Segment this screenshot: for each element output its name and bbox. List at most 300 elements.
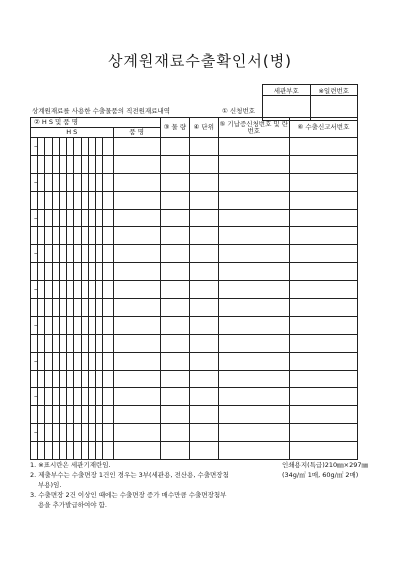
hs-digit-cell[interactable] — [74, 138, 81, 156]
hs-digit-cell[interactable] — [103, 191, 113, 209]
hs-digit-cell[interactable] — [45, 442, 52, 460]
hs-digit-cell[interactable] — [88, 442, 95, 460]
note-3: 3. 수출면장 2건 이상인 때에는 수출면장 증가 매수만큼 수출면장첨부 — [30, 491, 227, 499]
hs-digit-cell[interactable] — [45, 209, 52, 227]
hs-digit-cell[interactable] — [81, 316, 88, 334]
hs-digit-cell[interactable] — [38, 299, 45, 317]
product-name-cell[interactable] — [113, 245, 160, 263]
hs-digit-cell[interactable] — [45, 155, 52, 173]
export-declaration-cell[interactable] — [289, 334, 357, 352]
hs-digit-cell[interactable] — [67, 388, 74, 406]
hs-digit-cell[interactable] — [88, 334, 95, 352]
hs-digit-cell[interactable] — [95, 227, 102, 245]
export-declaration-cell[interactable] — [289, 155, 357, 173]
product-name-cell[interactable] — [113, 424, 160, 442]
refund-application-cell[interactable] — [218, 209, 289, 227]
hs-digit-cell[interactable] — [59, 424, 66, 442]
hs-digit-cell[interactable] — [67, 263, 74, 281]
refund-application-cell[interactable] — [218, 173, 289, 191]
hs-digit-cell[interactable] — [74, 299, 81, 317]
quantity-cell[interactable] — [160, 299, 189, 317]
table-row — [31, 352, 358, 370]
hs-digit-cell[interactable] — [45, 352, 52, 370]
quantity-cell[interactable] — [160, 442, 189, 460]
unit-cell[interactable] — [189, 245, 218, 263]
row-marker — [31, 334, 38, 352]
hs-digit-cell[interactable] — [59, 316, 66, 334]
hs-digit-cell[interactable] — [103, 424, 113, 442]
hs-digit-cell[interactable] — [38, 263, 45, 281]
hs-digit-cell[interactable] — [52, 442, 59, 460]
export-declaration-cell[interactable] — [289, 245, 357, 263]
refund-application-cell[interactable] — [218, 155, 289, 173]
hs-digit-cell[interactable] — [81, 245, 88, 263]
hs-digit-cell[interactable] — [88, 263, 95, 281]
hs-digit-cell[interactable] — [81, 388, 88, 406]
hs-digit-cell[interactable] — [103, 209, 113, 227]
hs-digit-cell[interactable] — [38, 406, 45, 424]
quantity-cell[interactable] — [160, 316, 189, 334]
refund-application-cell[interactable] — [218, 299, 289, 317]
hs-digit-cell[interactable] — [52, 173, 59, 191]
refund-application-cell[interactable] — [218, 424, 289, 442]
hs-digit-cell[interactable] — [52, 424, 59, 442]
hs-digit-cell[interactable] — [95, 334, 102, 352]
hs-digit-cell[interactable] — [59, 352, 66, 370]
hs-digit-cell[interactable] — [88, 281, 95, 299]
hs-digit-cell[interactable] — [59, 406, 66, 424]
refund-application-cell[interactable] — [218, 442, 289, 460]
hs-digit-cell[interactable] — [59, 191, 66, 209]
hs-digit-cell[interactable] — [95, 173, 102, 191]
hs-digit-cell[interactable] — [67, 316, 74, 334]
table-row — [31, 209, 358, 227]
hs-digit-cell[interactable] — [52, 281, 59, 299]
unit-cell[interactable] — [189, 281, 218, 299]
product-name-cell[interactable] — [113, 370, 160, 388]
row-marker — [31, 191, 38, 209]
hs-and-name-header: ② H S 및 품 명 — [31, 118, 161, 128]
hs-digit-cell[interactable] — [59, 263, 66, 281]
hs-digit-cell[interactable] — [59, 209, 66, 227]
product-name-cell[interactable] — [113, 191, 160, 209]
hs-digit-cell[interactable] — [103, 263, 113, 281]
product-name-cell[interactable] — [113, 316, 160, 334]
refund-application-cell[interactable] — [218, 191, 289, 209]
hs-digit-cell[interactable] — [67, 138, 74, 156]
hs-digit-cell[interactable] — [59, 155, 66, 173]
refund-application-cell[interactable] — [218, 406, 289, 424]
hs-digit-cell[interactable] — [67, 227, 74, 245]
hs-digit-cell[interactable] — [45, 263, 52, 281]
export-declaration-cell[interactable] — [289, 191, 357, 209]
unit-header: ④ 단위 — [189, 118, 218, 138]
hs-digit-cell[interactable] — [88, 299, 95, 317]
hs-digit-cell[interactable] — [67, 299, 74, 317]
unit-cell[interactable] — [189, 173, 218, 191]
hs-digit-cell[interactable] — [81, 191, 88, 209]
hs-digit-cell[interactable] — [38, 245, 45, 263]
row-marker: – — [31, 352, 38, 370]
hs-digit-cell[interactable] — [103, 442, 113, 460]
hs-digit-cell[interactable] — [103, 281, 113, 299]
hs-digit-cell[interactable] — [52, 245, 59, 263]
hs-digit-cell[interactable] — [45, 316, 52, 334]
table-row — [31, 281, 358, 299]
refund-application-cell[interactable] — [218, 334, 289, 352]
refund-application-cell[interactable] — [218, 245, 289, 263]
hs-digit-cell[interactable] — [74, 227, 81, 245]
hs-digit-cell[interactable] — [67, 424, 74, 442]
hs-digit-cell[interactable] — [52, 263, 59, 281]
hs-digit-cell[interactable] — [74, 281, 81, 299]
hs-digit-cell[interactable] — [81, 442, 88, 460]
hs-digit-cell[interactable] — [67, 155, 74, 173]
product-name-cell[interactable] — [113, 299, 160, 317]
product-name-cell[interactable] — [113, 173, 160, 191]
hs-digit-cell[interactable] — [103, 299, 113, 317]
quantity-cell[interactable] — [160, 263, 189, 281]
hs-digit-cell[interactable] — [103, 370, 113, 388]
hs-digit-cell[interactable] — [52, 138, 59, 156]
hs-digit-cell[interactable] — [103, 245, 113, 263]
hs-digit-cell[interactable] — [52, 191, 59, 209]
hs-digit-cell[interactable] — [52, 388, 59, 406]
row-marker — [31, 442, 38, 460]
export-declaration-cell[interactable] — [289, 424, 357, 442]
hs-digit-cell[interactable] — [81, 370, 88, 388]
hs-digit-cell[interactable] — [52, 352, 59, 370]
hs-digit-cell[interactable] — [88, 388, 95, 406]
product-name-cell[interactable] — [113, 442, 160, 460]
hs-digit-cell[interactable] — [74, 173, 81, 191]
hs-digit-cell[interactable] — [74, 191, 81, 209]
hs-digit-cell[interactable] — [81, 155, 88, 173]
row-marker: – — [31, 245, 38, 263]
hs-digit-cell[interactable] — [95, 388, 102, 406]
quantity-cell[interactable] — [160, 352, 189, 370]
hs-digit-cell[interactable] — [59, 299, 66, 317]
table-row — [31, 173, 358, 191]
hs-digit-cell[interactable] — [38, 316, 45, 334]
hs-digit-cell[interactable] — [88, 406, 95, 424]
hs-digit-cell[interactable] — [45, 424, 52, 442]
refund-application-cell[interactable] — [218, 263, 289, 281]
hs-digit-cell[interactable] — [59, 388, 66, 406]
row-marker: – — [31, 209, 38, 227]
product-name-cell[interactable] — [113, 138, 160, 156]
hs-digit-cell[interactable] — [95, 263, 102, 281]
note-2: 2. 제출부수는 수출면장 1건인 경우는 3부(세관용, 전산용, 수출면장첨 — [30, 471, 229, 479]
hs-digit-cell[interactable] — [81, 334, 88, 352]
table-row — [31, 388, 358, 406]
unit-cell[interactable] — [189, 334, 218, 352]
refund-application-cell[interactable] — [218, 138, 289, 156]
quantity-cell[interactable] — [160, 424, 189, 442]
hs-digit-cell[interactable] — [74, 424, 81, 442]
hs-digit-cell[interactable] — [67, 442, 74, 460]
hs-digit-cell[interactable] — [74, 263, 81, 281]
unit-cell[interactable] — [189, 370, 218, 388]
export-declaration-cell[interactable] — [289, 227, 357, 245]
hs-digit-cell[interactable] — [81, 263, 88, 281]
hs-digit-cell[interactable] — [45, 191, 52, 209]
hs-digit-cell[interactable] — [38, 442, 45, 460]
hs-digit-cell[interactable] — [38, 227, 45, 245]
hs-digit-cell[interactable] — [88, 155, 95, 173]
product-name-cell[interactable] — [113, 209, 160, 227]
hs-digit-cell[interactable] — [59, 138, 66, 156]
row-marker: – — [31, 138, 38, 156]
quantity-cell[interactable] — [160, 227, 189, 245]
hs-digit-cell[interactable] — [95, 299, 102, 317]
hs-digit-cell[interactable] — [88, 209, 95, 227]
hs-digit-cell[interactable] — [52, 227, 59, 245]
hs-digit-cell[interactable] — [52, 209, 59, 227]
table-row — [31, 334, 358, 352]
export-declaration-cell[interactable] — [289, 281, 357, 299]
unit-cell[interactable] — [189, 352, 218, 370]
hs-digit-cell[interactable] — [95, 191, 102, 209]
hs-digit-cell[interactable] — [38, 388, 45, 406]
unit-cell[interactable] — [189, 406, 218, 424]
hs-digit-cell[interactable] — [95, 316, 102, 334]
refund-application-cell[interactable] — [218, 352, 289, 370]
hs-digit-cell[interactable] — [45, 334, 52, 352]
quantity-cell[interactable] — [160, 245, 189, 263]
quantity-cell[interactable] — [160, 138, 189, 156]
hs-digit-cell[interactable] — [81, 352, 88, 370]
product-name-cell[interactable] — [113, 227, 160, 245]
hs-digit-cell[interactable] — [52, 299, 59, 317]
hs-digit-cell[interactable] — [67, 334, 74, 352]
hs-digit-cell[interactable] — [52, 370, 59, 388]
quantity-cell[interactable] — [160, 334, 189, 352]
unit-cell[interactable] — [189, 155, 218, 173]
refund-application-cell[interactable] — [218, 388, 289, 406]
export-declaration-cell[interactable] — [289, 138, 357, 156]
table-row — [31, 263, 358, 281]
hs-digit-cell[interactable] — [88, 138, 95, 156]
hs-digit-cell[interactable] — [38, 352, 45, 370]
hs-digit-cell[interactable] — [95, 281, 102, 299]
table-row — [31, 299, 358, 317]
hs-digit-cell[interactable] — [59, 281, 66, 299]
hs-digit-cell[interactable] — [67, 173, 74, 191]
unit-cell[interactable] — [189, 442, 218, 460]
hs-digit-cell[interactable] — [74, 406, 81, 424]
hs-digit-cell[interactable] — [88, 191, 95, 209]
hs-digit-cell[interactable] — [45, 245, 52, 263]
hs-digit-cell[interactable] — [38, 209, 45, 227]
row-marker — [31, 263, 38, 281]
unit-cell[interactable] — [189, 263, 218, 281]
hs-digit-cell[interactable] — [59, 173, 66, 191]
hs-digit-cell[interactable] — [81, 299, 88, 317]
hs-digit-cell[interactable] — [103, 334, 113, 352]
export-declaration-cell[interactable] — [289, 388, 357, 406]
hs-digit-cell[interactable] — [52, 316, 59, 334]
hs-digit-cell[interactable] — [95, 352, 102, 370]
hs-digit-cell[interactable] — [38, 370, 45, 388]
unit-cell[interactable] — [189, 227, 218, 245]
hs-digit-cell[interactable] — [38, 191, 45, 209]
hs-digit-cell[interactable] — [81, 173, 88, 191]
quantity-cell[interactable] — [160, 155, 189, 173]
hs-digit-cell[interactable] — [45, 388, 52, 406]
hs-digit-cell[interactable] — [59, 334, 66, 352]
hs-digit-cell[interactable] — [67, 406, 74, 424]
hs-digit-cell[interactable] — [59, 227, 66, 245]
quantity-cell[interactable] — [160, 209, 189, 227]
hs-digit-cell[interactable] — [45, 299, 52, 317]
hs-digit-cell[interactable] — [103, 173, 113, 191]
hs-digit-cell[interactable] — [74, 370, 81, 388]
hs-digit-cell[interactable] — [103, 388, 113, 406]
table-row — [31, 138, 358, 156]
unit-cell[interactable] — [189, 316, 218, 334]
office-use-box — [262, 84, 358, 121]
hs-digit-cell[interactable] — [74, 209, 81, 227]
hs-digit-cell[interactable] — [95, 370, 102, 388]
hs-digit-cell[interactable] — [45, 406, 52, 424]
hs-digit-cell[interactable] — [59, 370, 66, 388]
hs-digit-cell[interactable] — [95, 245, 102, 263]
hs-digit-cell[interactable] — [103, 406, 113, 424]
export-declaration-cell[interactable] — [289, 173, 357, 191]
hs-digit-cell[interactable] — [59, 442, 66, 460]
hs-digit-cell[interactable] — [38, 138, 45, 156]
unit-cell[interactable] — [189, 299, 218, 317]
hs-digit-cell[interactable] — [103, 352, 113, 370]
hs-digit-cell[interactable] — [45, 227, 52, 245]
hs-digit-cell[interactable] — [81, 209, 88, 227]
hs-digit-cell[interactable] — [103, 316, 113, 334]
unit-cell[interactable] — [189, 424, 218, 442]
hs-digit-cell[interactable] — [88, 227, 95, 245]
hs-code-header: H S — [31, 128, 114, 138]
table-row — [31, 155, 358, 173]
quantity-cell[interactable] — [160, 281, 189, 299]
quantity-cell[interactable] — [160, 173, 189, 191]
hs-digit-cell[interactable] — [74, 442, 81, 460]
hs-digit-cell[interactable] — [52, 155, 59, 173]
hs-digit-cell[interactable] — [38, 173, 45, 191]
hs-digit-cell[interactable] — [52, 334, 59, 352]
hs-digit-cell[interactable] — [81, 138, 88, 156]
hs-digit-cell[interactable] — [45, 370, 52, 388]
hs-digit-cell[interactable] — [45, 281, 52, 299]
hs-digit-cell[interactable] — [67, 245, 74, 263]
hs-digit-cell[interactable] — [103, 138, 113, 156]
export-declaration-cell[interactable] — [289, 299, 357, 317]
product-name-cell[interactable] — [113, 406, 160, 424]
export-declaration-cell[interactable] — [289, 406, 357, 424]
export-declaration-cell[interactable] — [289, 442, 357, 460]
hs-digit-cell[interactable] — [67, 370, 74, 388]
hs-digit-cell[interactable] — [95, 138, 102, 156]
hs-digit-cell[interactable] — [74, 388, 81, 406]
unit-cell[interactable] — [189, 388, 218, 406]
row-marker — [31, 227, 38, 245]
hs-digit-cell[interactable] — [81, 281, 88, 299]
quantity-cell[interactable] — [160, 388, 189, 406]
hs-digit-cell[interactable] — [67, 209, 74, 227]
export-declaration-cell[interactable] — [289, 316, 357, 334]
hs-digit-cell[interactable] — [38, 281, 45, 299]
hs-digit-cell[interactable] — [45, 173, 52, 191]
hs-digit-cell[interactable] — [81, 424, 88, 442]
hs-digit-cell[interactable] — [74, 316, 81, 334]
hs-digit-cell[interactable] — [67, 281, 74, 299]
hs-digit-cell[interactable] — [95, 155, 102, 173]
hs-digit-cell[interactable] — [59, 245, 66, 263]
hs-digit-cell[interactable] — [74, 352, 81, 370]
hs-digit-cell[interactable] — [81, 406, 88, 424]
hs-digit-cell[interactable] — [67, 191, 74, 209]
row-marker: – — [31, 388, 38, 406]
hs-digit-cell[interactable] — [103, 227, 113, 245]
hs-digit-cell[interactable] — [52, 406, 59, 424]
hs-digit-cell[interactable] — [95, 209, 102, 227]
hs-digit-cell[interactable] — [95, 424, 102, 442]
table-row — [31, 406, 358, 424]
unit-cell[interactable] — [189, 209, 218, 227]
hs-digit-cell[interactable] — [88, 316, 95, 334]
hs-digit-cell[interactable] — [103, 155, 113, 173]
hs-digit-cell[interactable] — [38, 155, 45, 173]
hs-digit-cell[interactable] — [74, 245, 81, 263]
hs-digit-cell[interactable] — [95, 442, 102, 460]
hs-digit-cell[interactable] — [45, 138, 52, 156]
quantity-cell[interactable] — [160, 406, 189, 424]
hs-digit-cell[interactable] — [88, 173, 95, 191]
product-name-cell[interactable] — [113, 388, 160, 406]
unit-cell[interactable] — [189, 138, 218, 156]
hs-digit-cell[interactable] — [88, 245, 95, 263]
refund-application-cell[interactable] — [218, 281, 289, 299]
refund-application-cell[interactable] — [218, 370, 289, 388]
product-name-cell[interactable] — [113, 334, 160, 352]
refund-application-cell[interactable] — [218, 316, 289, 334]
hs-digit-cell[interactable] — [88, 370, 95, 388]
product-name-cell[interactable] — [113, 263, 160, 281]
hs-digit-cell[interactable] — [67, 352, 74, 370]
hs-digit-cell[interactable] — [81, 227, 88, 245]
quantity-cell[interactable] — [160, 370, 189, 388]
product-name-cell[interactable] — [113, 352, 160, 370]
product-name-cell[interactable] — [113, 155, 160, 173]
hs-digit-cell[interactable] — [74, 334, 81, 352]
hs-digit-cell[interactable] — [88, 352, 95, 370]
hs-digit-cell[interactable] — [74, 155, 81, 173]
hs-digit-cell[interactable] — [95, 406, 102, 424]
hs-digit-cell[interactable] — [88, 424, 95, 442]
export-declaration-cell[interactable] — [289, 209, 357, 227]
table-row — [31, 316, 358, 334]
product-name-cell[interactable] — [113, 281, 160, 299]
unit-cell[interactable] — [189, 191, 218, 209]
export-declaration-cell[interactable] — [289, 370, 357, 388]
export-declaration-cell[interactable] — [289, 352, 357, 370]
hs-digit-cell[interactable] — [38, 424, 45, 442]
quantity-cell[interactable] — [160, 191, 189, 209]
export-declaration-cell[interactable] — [289, 263, 357, 281]
refund-application-cell[interactable] — [218, 227, 289, 245]
hs-digit-cell[interactable] — [38, 334, 45, 352]
material-description: 상계원재료를 사용한 수출물품의 직전원재료내역 — [32, 107, 171, 115]
table-header-row — [31, 118, 358, 128]
